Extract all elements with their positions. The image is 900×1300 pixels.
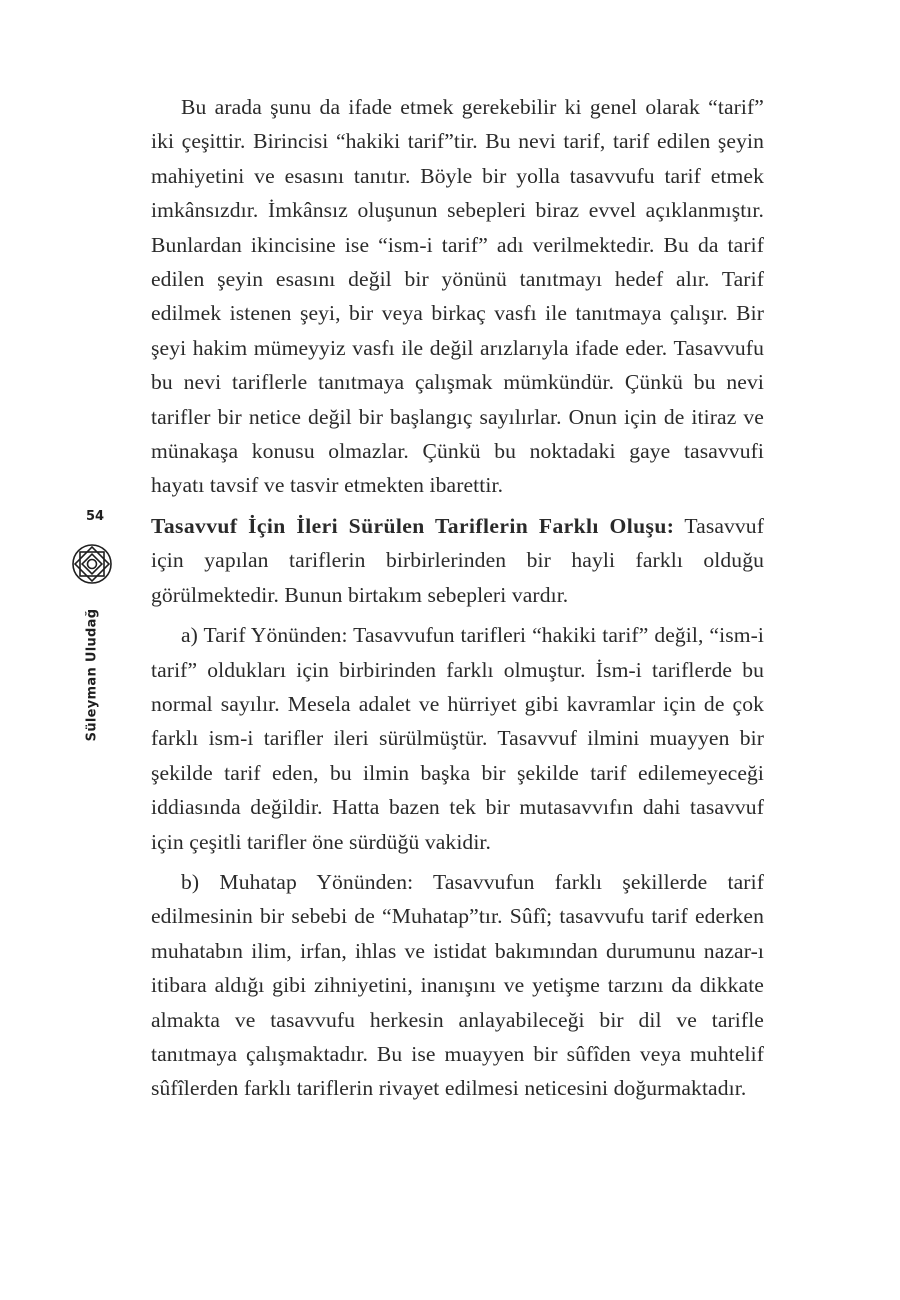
body-paragraph: b) Muhatap Yönünden: Tasavvufun farklı şekillerde tarif edilmesinin bir sebebi de “Muhatap”tır. Sûfî; tasavvufu tarif ederken muhatabın ilim, irfan, ihlas ve istidat bakımından durumunu nazar-ı itibara aldığı gibi zihniyetini, inanışını ve yetişme tarzını da dikkate almakta ve tasavvufu herkesin anlayabileceği bir dil ve tarifle tanıtmaya çalışmaktadır. Bu ise muayyen bir sûfîden veya muhtelif sûfîlerden farklı tariflerin rivayet edilmesi neticesini doğurmaktadır. bbox=[151, 869, 764, 1101]
page-body-text bbox=[151, 90, 764, 1112]
section-heading: Tasavvuf İçin İleri Sürülen Tariflerin Farklı Oluşu: bbox=[151, 513, 675, 538]
body-paragraph: a) Tarif Yönünden: Tasavvufun tarifleri “hakiki tarif” değil, “ism-i tarif” oldukları için birbirinden farklı olmuştur. İsm-i tariflerde bu normal sayılır. Mesela adalet ve hürriyet gibi kavramlar için de çok farklı ism-i tarifler ileri sürülmüştür. Tasavvuf ilmini muayyen bir şekilde tarif eden, bu ilmin başka bir şekilde tarif edilemeyeceği iddiasında değildir. Hatta bazen tek bir mutasavvıfın dahi tasavvuf için çeşitli tarifler öne sürdüğü vakidir. bbox=[151, 623, 764, 854]
body-paragraph: Bu arada şunu da ifade etmek gerekebilir ki genel olarak “tarif” iki çeşittir. Birincisi “hakiki tarif”tir. Bu nevi tarif, tarif edilen şeyin mahiyetini ve esasını tanıtır. Böyle bir yolla tasavvufu tarif etmek imkânsızdır. İmkânsız oluşunun sebepleri biraz evvel açıklanmıştır. Bunlardan ikincisine ise “ism-i tarif” adı verilmektedir. Bu da tarif edilen şeyin esasını değil bir yönünü tanıtmayı hedef alır. Tarif edilmek istenen şeyi, bir veya birkaç vasfı ile tanıtmaya çalışır. Bir şeyi hakim mümeyyiz vasfı ile değil arızlarıyla ifade eder. Tasavvufu bu nevi tariflerle tanıtmaya çalışmak mümkündür. Çünkü bu nevi tarifler bir netice değil bir başlangıç sayılırlar. Onun için de itiraz ve münakaşa konusu olmazlar. Çünkü bu noktadaki gaye tasavvufi hayatı tavsif ve tasvir etmekten ibarettir. bbox=[151, 95, 764, 498]
section-intro-text: Tasavvuf için yapılan tariflerin birbirlerinden bir hayli farklı olduğu görülmektedir. Bunun birtakım sebepleri vardır. bbox=[151, 513, 764, 607]
page-number: 54 bbox=[86, 509, 105, 524]
interlaced-square-knot-icon bbox=[71, 543, 113, 585]
section-block bbox=[151, 509, 764, 612]
author-name: Süleyman Uludağ bbox=[84, 608, 100, 742]
